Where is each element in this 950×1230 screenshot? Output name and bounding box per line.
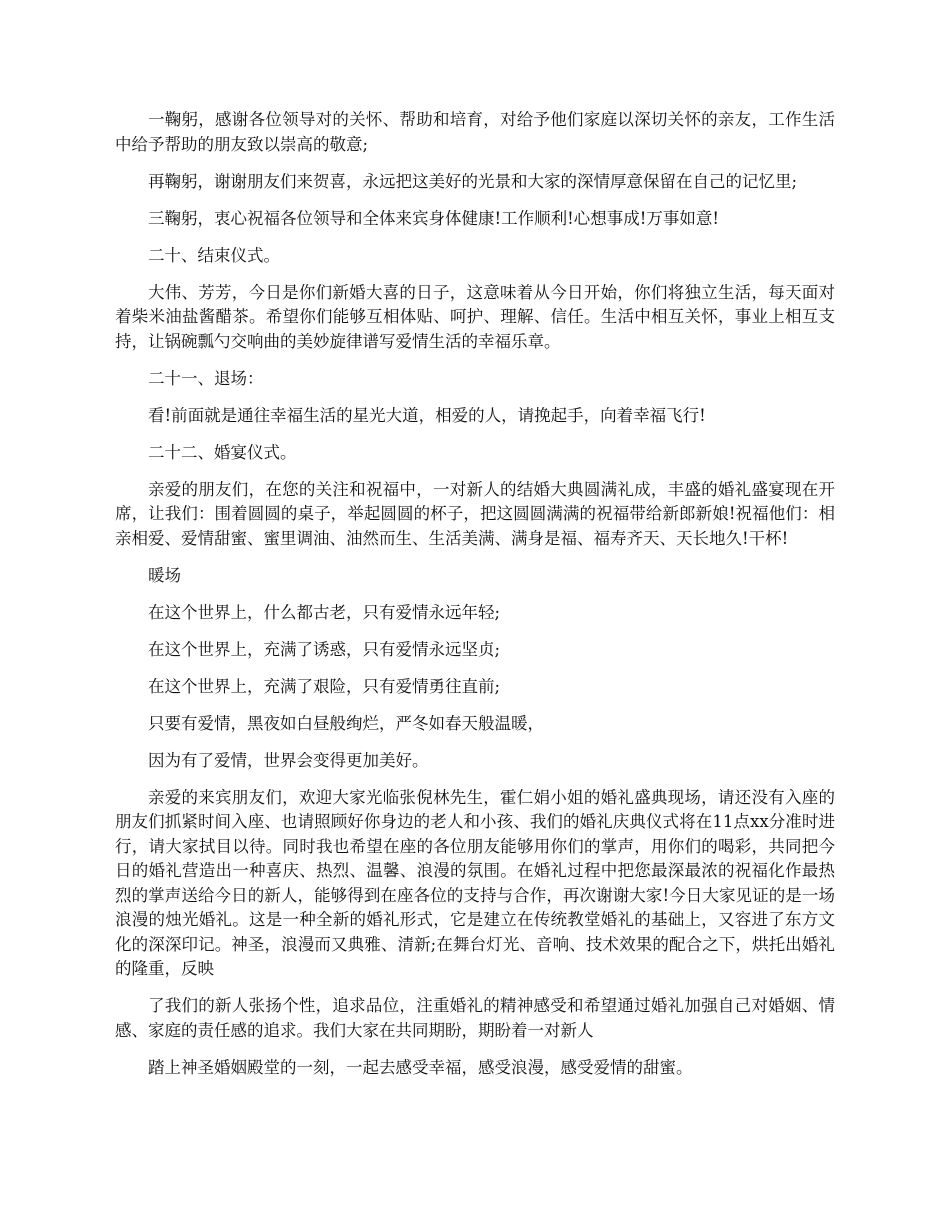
paragraph: 了我们的新人张扬个性，追求品位，注重婚礼的精神感受和希望通过婚礼加强自己对婚姻、情感、家庭的责任感的追求。我们大家在共同期盼，期盼着一对新人 [115,996,835,1040]
document-page [115,108,835,1093]
poem-line: 在这个世界上，充满了诱惑，只有爱情永远坚贞; [148,639,501,659]
paragraph: 踏上神圣婚姻殿堂的一刻，一起去感受幸福，感受浪漫，感受爱情的甜蜜。 [148,1057,693,1077]
paragraph: 看!前面就是通往幸福生活的星光大道，相爱的人，请挽起手，向着幸福飞行! [148,405,706,425]
paragraph: 三鞠躬，衷心祝福各位领导和全体来宾身体健康!工作顺利!心想事成!万事如意! [148,208,720,228]
poem-line: 只要有爱情，黑夜如白昼般绚烂，严冬如春天般温暖， [148,713,544,733]
paragraph: 一鞠躬，感谢各位领导对的关怀、帮助和培育，对给予他们家庭以深切关怀的亲友，工作生活中给予帮助的朋友致以崇高的敬意; [115,110,835,154]
paragraph: 大伟、芳芳，今日是你们新婚大喜的日子，这意味着从今日开始，你们将独立生活，每天面对着柴米油盐酱醋茶。希望你们能够互相体贴、呵护、理解、信任。生活中相互关怀，事业上相互支持，让锅碗瓢勺交响曲的美妙旋律谱写爱情生活的幸福乐章。 [115,282,835,351]
section-heading: 暖场 [148,565,181,585]
paragraph: 亲爱的来宾朋友们，欢迎大家光临张倪林先生，霍仁娟小姐的婚礼盛典现场，请还没有入座的朋友们抓紧时间入座、也请照顾好你身边的老人和小孩、我们的婚礼庆典仪式将在11点xx分准时进行，请大家拭目以待。同时我也希望在座的各位朋友能够用你们的掌声，用你们的喝彩，共同把今日的婚礼营造出一种喜庆、热烈、温馨、浪漫的氛围。在婚礼过程中把您最深最浓的祝福化作最热烈的掌声送给今日的新人，能够得到在座各位的支持与合作，再次谢谢大家!今日大家见证的是一场浪漫的烛光婚礼。这是一种全新的婚礼形式，它是建立在传统教堂婚礼的基础上，又容进了东方文化的深深印记。神圣，浪漫而又典雅、清新;在舞台灯光、音响、技术效果的配合之下，烘托出婚礼的隆重，反映 [115,787,835,978]
paragraph: 亲爱的朋友们，在您的关注和祝福中，一对新人的结婚大典圆满礼成，丰盛的婚礼盛宴现在开席，让我们：围着圆圆的桌子，举起圆圆的杯子，把这圆圆满满的祝福带给新郎新娘!祝福他们：相亲相爱、爱情甜蜜、蜜里调油、油然而生、生活美满、满身是福、福寿齐天、天长地久!干杯! [115,479,835,548]
section-heading: 二十一、退场： [148,368,264,388]
section-heading: 二十、结束仪式。 [148,245,280,265]
section-heading: 二十二、婚宴仪式。 [148,442,297,462]
poem-line: 在这个世界上，充满了艰险，只有爱情勇往直前; [148,676,501,696]
poem-line: 在这个世界上，什么都古老，只有爱情永远年轻; [148,602,501,622]
poem-line: 因为有了爱情，世界会变得更加美好。 [148,750,429,770]
paragraph: 再鞠躬，谢谢朋友们来贺喜，永远把这美好的光景和大家的深情厚意保留在自己的记忆里; [148,171,798,191]
